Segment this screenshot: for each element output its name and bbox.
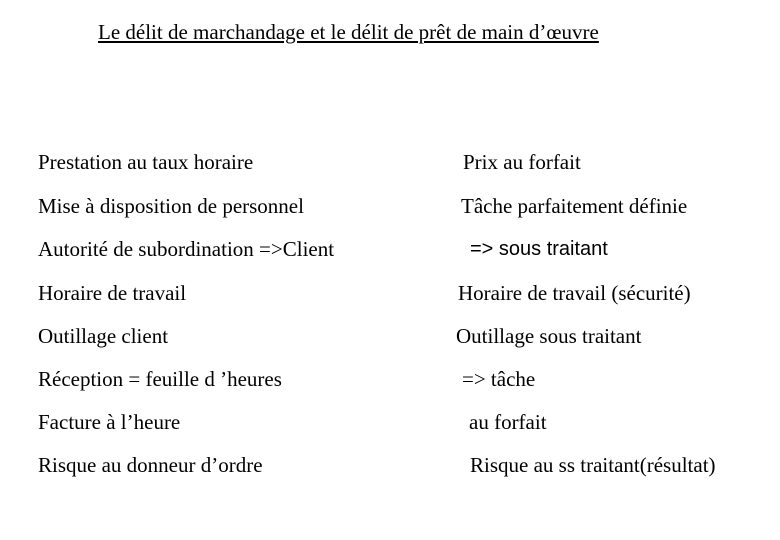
right-item: Horaire de travail (sécurité) — [458, 281, 691, 305]
right-item: au forfait — [469, 410, 547, 434]
left-item: Facture à l’heure — [38, 410, 181, 434]
right-item: => sous traitant — [470, 238, 608, 260]
right-item: Risque au ss traitant(résultat) — [470, 453, 716, 477]
comparison-row — [0, 194, 780, 224]
left-item: Prestation au taux horaire — [38, 150, 254, 174]
comparison-row — [0, 237, 780, 267]
right-item: => tâche — [462, 367, 536, 391]
page-title: Le délit de marchandage et le délit de prêt de main d’œuvre — [98, 20, 599, 44]
left-item: Outillage client — [38, 324, 169, 348]
right-item: Outillage sous traitant — [456, 324, 642, 348]
right-item: Tâche parfaitement définie — [461, 194, 688, 218]
comparison-row — [0, 367, 780, 397]
comparison-row — [0, 324, 780, 354]
left-item: Mise à disposition de personnel — [38, 194, 304, 218]
right-item: Prix au forfait — [463, 150, 581, 174]
comparison-row — [0, 281, 780, 311]
left-item: Autorité de subordination =>Client — [38, 237, 335, 261]
left-item: Horaire de travail — [38, 281, 187, 305]
comparison-row — [0, 453, 780, 483]
left-item: Réception = feuille d ’heures — [38, 367, 282, 391]
comparison-row — [0, 410, 780, 440]
left-item: Risque au donneur d’ordre — [38, 453, 263, 477]
comparison-row — [0, 150, 780, 180]
